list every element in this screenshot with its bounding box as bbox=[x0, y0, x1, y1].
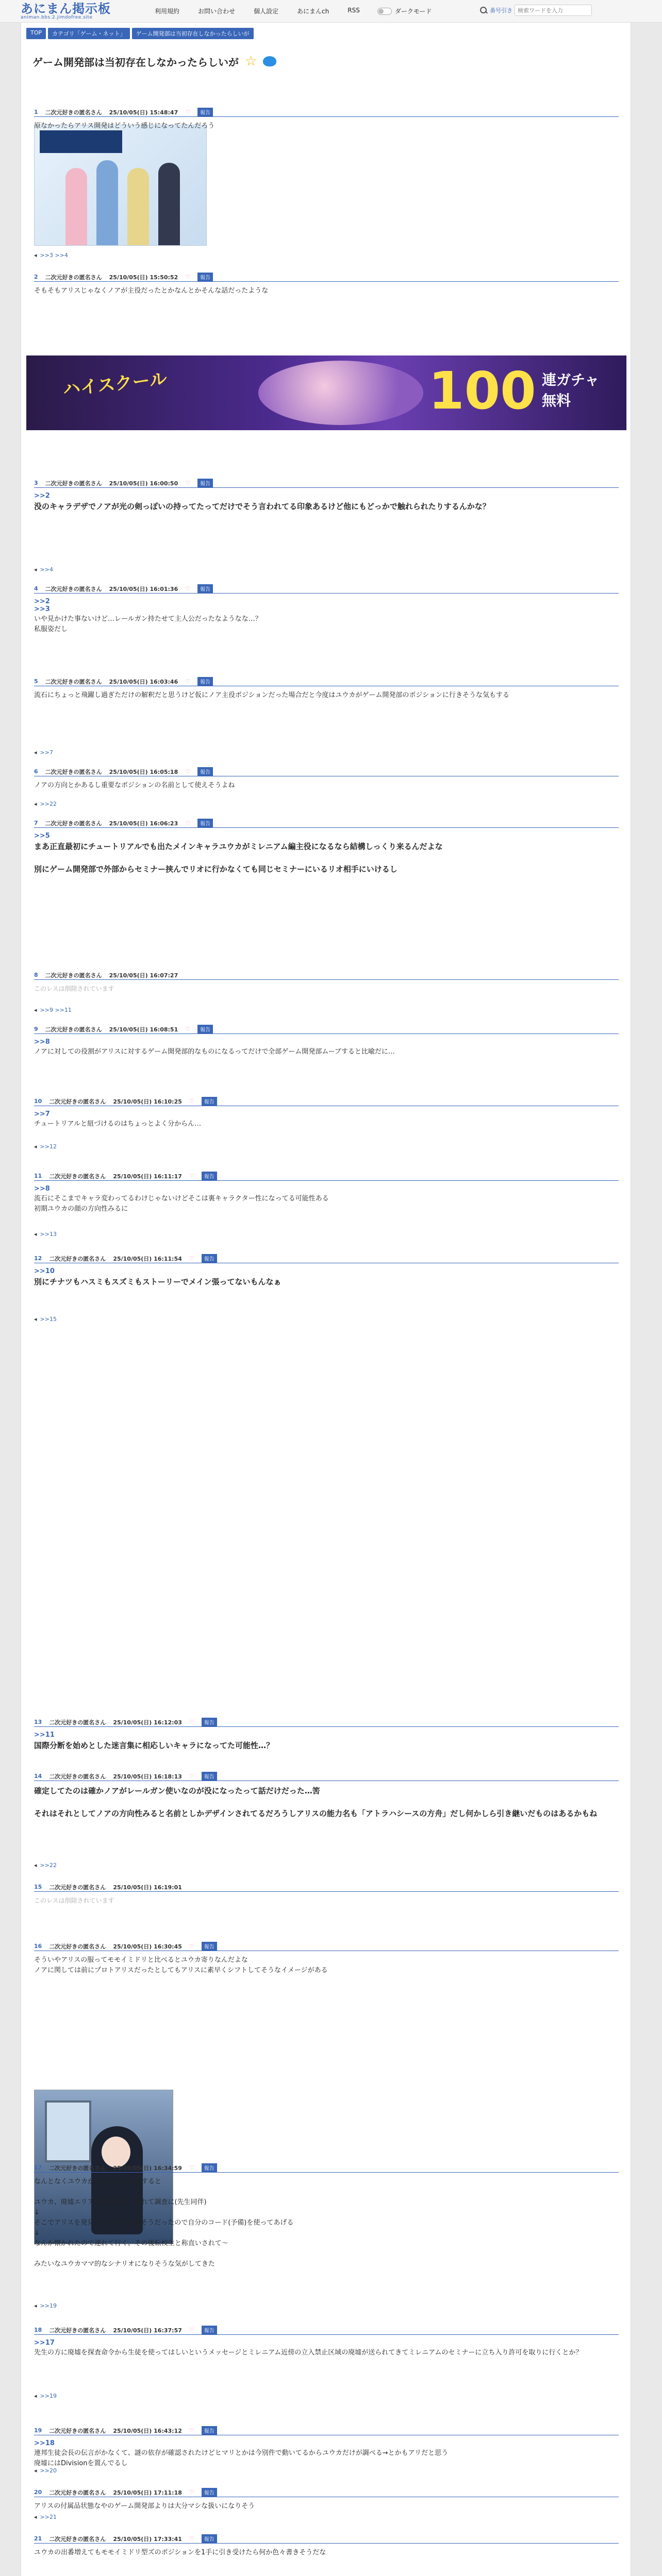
post-header bbox=[34, 2426, 619, 2435]
report-button[interactable]: 報告 bbox=[202, 2326, 217, 2334]
report-button[interactable]: 報告 bbox=[197, 767, 213, 776]
heart-icon[interactable]: ♡ bbox=[185, 768, 191, 775]
heart-icon[interactable]: ♡ bbox=[189, 2164, 194, 2171]
twitter-icon[interactable] bbox=[263, 56, 276, 66]
post bbox=[34, 584, 619, 635]
post-date: 25/10/05(日) 16:37:57 bbox=[113, 2327, 182, 2334]
post bbox=[34, 677, 619, 701]
report-button[interactable]: 報告 bbox=[202, 2426, 217, 2435]
post-body: アリスの付属品状態なやのゲーム開発部よりは大分マシな扱いになりそう bbox=[34, 2502, 255, 2510]
heart-icon[interactable]: ♡ bbox=[189, 1255, 194, 1262]
post bbox=[34, 819, 619, 875]
poster-name: 二次元好きの匿名さん bbox=[49, 2535, 106, 2543]
post-header bbox=[34, 971, 619, 980]
post-date: 25/10/05(日) 16:05:18 bbox=[109, 768, 178, 775]
post-body: 国際分断を始めとした迷言集に相応しいキャラになってた可能性…？ bbox=[34, 1741, 274, 1750]
reply-links[interactable]: ◂ >>12 bbox=[34, 1143, 57, 1150]
image-window bbox=[45, 2100, 91, 2162]
report-button[interactable]: 報告 bbox=[202, 1772, 217, 1781]
post-number[interactable]: 16 bbox=[34, 1943, 42, 1950]
poster-name: 二次元好きの匿名さん bbox=[45, 274, 102, 281]
breadcrumb-category[interactable]: カテゴリ「ゲーム・ネット」 bbox=[48, 28, 130, 39]
ad-right-text: 連ガチャ 無料 bbox=[542, 371, 600, 409]
poster-name: 二次元好きの匿名さん bbox=[49, 2327, 106, 2334]
poster-name: 二次元好きの匿名さん bbox=[45, 1026, 102, 1033]
post-header bbox=[34, 584, 619, 594]
banner-ad[interactable] bbox=[26, 355, 626, 430]
heart-icon[interactable]: ♡ bbox=[189, 1943, 194, 1950]
reply-links[interactable]: ◂ >>4 bbox=[34, 566, 53, 573]
post-number[interactable]: 20 bbox=[34, 2489, 42, 2496]
post-body: ノアに対しての役割がアリスに対するゲーム開発部的なものになるってだけで全部ゲーム開発部ムーブすると比喩だに… bbox=[34, 1048, 395, 1056]
search-input[interactable] bbox=[515, 5, 592, 16]
post-date: 25/10/05(日) 16:30:45 bbox=[113, 1943, 182, 1950]
post-date: 25/10/05(日) 15:48:47 bbox=[109, 109, 178, 116]
dark-mode-toggle[interactable] bbox=[377, 7, 432, 15]
search-label[interactable]: 番号引き bbox=[490, 7, 512, 14]
post-header bbox=[34, 2534, 619, 2544]
report-button[interactable]: 報告 bbox=[197, 108, 213, 116]
reply-links[interactable]: ◂ >>22 bbox=[34, 1862, 57, 1869]
reply-anchor[interactable]: >>2 bbox=[34, 492, 50, 500]
deleted-notice: このレスは削除されています bbox=[34, 1897, 114, 1904]
post-number[interactable]: 13 bbox=[34, 1719, 42, 1725]
post bbox=[34, 1172, 619, 1214]
report-button[interactable]: 報告 bbox=[197, 273, 213, 281]
post-number[interactable]: 12 bbox=[34, 1255, 42, 1262]
post-date: 25/10/05(日) 16:11:17 bbox=[113, 1173, 182, 1180]
heart-icon[interactable]: ♡ bbox=[185, 678, 191, 685]
report-button[interactable]: 報告 bbox=[202, 1718, 217, 1726]
post bbox=[34, 971, 619, 993]
report-button[interactable]: 報告 bbox=[197, 819, 213, 827]
heart-icon[interactable]: ♡ bbox=[189, 2427, 194, 2434]
post-date: 25/10/05(日) 16:08:51 bbox=[109, 1026, 178, 1033]
post-body: 先生の方に廃墟を探査命令から生徒を使ってはしいというメッセージとミレニアム近傍の立入禁止区域の廃墟が送られてきてミレニアムのセミナーに立ち入り許可を取りに行くとか？ bbox=[34, 2349, 583, 2357]
post-date: 25/10/05(日) 16:12:03 bbox=[113, 1719, 182, 1726]
star-icon[interactable]: ☆ bbox=[245, 54, 257, 69]
post-header bbox=[34, 2326, 619, 2335]
nav-animanch[interactable]: あにまんch bbox=[297, 8, 329, 15]
poster-name: 二次元好きの匿名さん bbox=[49, 1173, 106, 1180]
post bbox=[34, 2163, 619, 2269]
reply-anchor[interactable]: >>10 bbox=[34, 1267, 55, 1275]
post-number[interactable]: 17 bbox=[34, 2164, 42, 2171]
post bbox=[34, 2326, 619, 2358]
poster-name: 二次元好きの匿名さん bbox=[49, 1773, 106, 1780]
post-number[interactable]: 5 bbox=[34, 678, 38, 685]
heart-icon[interactable]: ♡ bbox=[185, 109, 191, 115]
report-button[interactable]: 報告 bbox=[197, 584, 213, 593]
heart-icon[interactable]: ♡ bbox=[189, 2327, 194, 2333]
post-header bbox=[34, 1883, 619, 1892]
post-number[interactable]: 14 bbox=[34, 1773, 42, 1780]
character-figure bbox=[96, 160, 118, 245]
poster-name: 二次元好きの匿名さん bbox=[49, 1719, 106, 1726]
post-date: 25/10/05(日) 16:06:23 bbox=[109, 820, 178, 827]
post-number[interactable]: 1 bbox=[34, 109, 38, 115]
poster-name: 二次元好きの匿名さん bbox=[45, 585, 102, 592]
poster-name: 二次元好きの匿名さん bbox=[45, 972, 102, 979]
post bbox=[34, 479, 619, 512]
reply-anchor[interactable]: >>7 bbox=[34, 1110, 50, 1118]
post-date: 25/10/05(日) 16:34:59 bbox=[113, 2164, 182, 2172]
poster-name: 二次元好きの匿名さん bbox=[49, 1255, 106, 1262]
post-body: そういやアリスの服ってモモイミドリと比べるとユウカ寄りなんだよな ノアに関しては前にプロトアリスだったとしてもアリスに素早くシフトしてそうなイメージがある bbox=[34, 1956, 328, 1974]
post bbox=[34, 1718, 619, 1751]
image-character-face bbox=[102, 2137, 130, 2167]
post-date: 25/10/05(日) 16:03:46 bbox=[109, 678, 178, 685]
reply-links[interactable]: ◂ >>20 bbox=[34, 2467, 57, 2474]
post-header bbox=[34, 1172, 619, 1181]
post-body: 連邦生徒会長の伝言がかなくて、謎の依存が確認されたけどヒマリとかは今別件で動いてるからユウカだけが調べる→とかもアリだと思う 廃墟にはDivisionを置んでるし bbox=[34, 2449, 449, 2467]
reply-anchor[interactable]: >>11 bbox=[34, 1731, 55, 1739]
post bbox=[34, 108, 619, 131]
post-date: 25/10/05(日) 16:11:54 bbox=[113, 1255, 182, 1262]
deleted-notice: このレスは削除されています bbox=[34, 985, 114, 992]
report-button[interactable]: 報告 bbox=[197, 1025, 213, 1033]
breadcrumb-thread[interactable]: ゲーム開発部は当初存在しなかったらしいが bbox=[132, 28, 254, 39]
poster-name: 二次元好きの匿名さん bbox=[45, 678, 102, 685]
post-header bbox=[34, 273, 619, 282]
reply-links[interactable]: ◂ >>9 >>11 bbox=[34, 1007, 72, 1013]
nav-rss[interactable]: RSS bbox=[347, 7, 360, 14]
poster-name: 二次元好きの匿名さん bbox=[49, 2427, 106, 2434]
post-date: 25/10/05(日) 16:01:36 bbox=[109, 585, 178, 592]
image-header-graphic bbox=[40, 130, 122, 153]
poster-name: 二次元好きの匿名さん bbox=[45, 109, 102, 116]
post bbox=[34, 273, 619, 296]
reply-links[interactable]: ◂ >>15 bbox=[34, 1316, 57, 1323]
heart-icon[interactable]: ♡ bbox=[189, 1773, 194, 1780]
post-date: 25/10/05(日) 16:00:50 bbox=[109, 480, 178, 487]
post-number[interactable]: 9 bbox=[34, 1026, 38, 1032]
post-body: チュートリアルと紐づけるのはちょっとよく分からん… bbox=[34, 1120, 202, 1128]
report-button[interactable]: 報告 bbox=[197, 677, 213, 686]
post-body: 没のキャラデザでノアが光の剣っぽいの持ってたってだけでそう言われてる印象あるけど他にもどっかで触れられたりするんかな？ bbox=[34, 502, 490, 511]
post bbox=[34, 2488, 619, 2512]
poster-name: 二次元好きの匿名さん bbox=[45, 768, 102, 775]
report-button[interactable]: 報告 bbox=[202, 1942, 217, 1951]
post-date: 25/10/05(日) 16:10:25 bbox=[113, 1098, 182, 1105]
breadcrumb bbox=[26, 28, 254, 39]
post-body: そもそもアリスじゃなくノアが主役だったとかなんとかそんな話だったような bbox=[34, 287, 269, 295]
post-header bbox=[34, 1254, 619, 1263]
heart-icon[interactable]: ♡ bbox=[189, 1173, 194, 1179]
post-header bbox=[34, 1097, 619, 1106]
post-date: 25/10/05(日) 16:18:13 bbox=[113, 1773, 182, 1780]
post-date: 25/10/05(日) 17:33:41 bbox=[113, 2535, 182, 2543]
post-image-1[interactable] bbox=[34, 125, 207, 246]
post bbox=[34, 1772, 619, 1819]
logo-text: あにまん掲示板 bbox=[21, 1, 111, 16]
post-number[interactable]: 7 bbox=[34, 820, 38, 826]
post-number[interactable]: 4 bbox=[34, 585, 38, 592]
site-logo[interactable] bbox=[21, 1, 119, 22]
reply-links[interactable]: ◂ >>13 bbox=[34, 1231, 57, 1238]
heart-icon[interactable]: ♡ bbox=[189, 1098, 194, 1105]
post-date: 25/10/05(日) 17:11:18 bbox=[113, 2489, 182, 2496]
poster-name: 二次元好きの匿名さん bbox=[45, 480, 102, 487]
post-number[interactable]: 21 bbox=[34, 2535, 42, 2542]
heart-icon[interactable]: ♡ bbox=[185, 1026, 191, 1032]
heart-icon[interactable]: ♡ bbox=[185, 585, 191, 592]
report-button[interactable]: 報告 bbox=[202, 1172, 217, 1180]
ad-big-number: 100 bbox=[428, 361, 536, 421]
heart-icon[interactable]: ♡ bbox=[185, 820, 191, 826]
post-number[interactable]: 15 bbox=[34, 1884, 42, 1890]
post-body: まあ正直最初にチュートリアルでも出たメインキャラユウカがミレニアム編主役になるなら結構しっくり来るんだよな 別にゲーム開発部で外部からセミナー挟んでリオに行かなくても同じセミナーにいるリオ相手にいけるし bbox=[34, 842, 443, 874]
post-number[interactable]: 11 bbox=[34, 1173, 42, 1179]
post-body: 別にチナツもハスミもスズミもストーリーでメイン張ってないもんなぁ bbox=[34, 1277, 282, 1286]
reply-links[interactable]: ◂ >>22 bbox=[34, 801, 57, 807]
post bbox=[34, 1025, 619, 1057]
post-header bbox=[34, 479, 619, 488]
post-header bbox=[34, 1718, 619, 1727]
poster-name: 二次元好きの匿名さん bbox=[49, 1884, 106, 1891]
post-date: 25/10/05(日) 15:50:52 bbox=[109, 274, 178, 281]
post-number[interactable]: 19 bbox=[34, 2427, 42, 2434]
poster-name: 二次元好きの匿名さん bbox=[49, 2164, 106, 2172]
post bbox=[34, 1942, 619, 1976]
toggle-switch[interactable] bbox=[377, 8, 392, 15]
post-body: 流石にちょっと飛躍し過ぎただけの解釈だと思うけど仮にノア主役ポジションだった場合だと今度はユウカがゲーム開発部のポジションに行きそうな気もする bbox=[34, 691, 509, 699]
post-number[interactable]: 3 bbox=[34, 480, 38, 486]
nav-settings[interactable]: 個人設定 bbox=[254, 8, 279, 15]
post-body: なんとなくユウカが主人公だと仮定すると ユウカ、廃墟エリアの調査を命じられて調査に(先生同伴) ↓ そこでアリスを発見、見た目的に幕そうだったので自分のコード(予備)を使ってあげる ↓ なんか懐かれたので連れて行く、その後転校生と称直いされて〜 みたいなユウカママ的なシナリオになりそうな気がしてきた bbox=[34, 2178, 294, 2268]
reply-links[interactable]: ◂ >>7 bbox=[34, 749, 53, 756]
post-body: 原なかったらアリス開発はどういう感じになってたんだろう bbox=[34, 122, 215, 130]
post-header bbox=[34, 2163, 619, 2173]
nav-contact[interactable]: お問い合わせ bbox=[198, 8, 236, 15]
poster-name: 二次元好きの匿名さん bbox=[49, 1943, 106, 1950]
reply-anchor[interactable]: >>17 bbox=[34, 2339, 55, 2347]
poster-name: 二次元好きの匿名さん bbox=[45, 820, 102, 827]
post-header bbox=[34, 108, 619, 117]
report-button[interactable]: 報告 bbox=[202, 2534, 217, 2543]
reply-anchor[interactable]: >>5 bbox=[34, 832, 50, 840]
post-number[interactable]: 10 bbox=[34, 1098, 42, 1105]
post-header bbox=[34, 677, 619, 686]
heart-icon[interactable]: ♡ bbox=[189, 2535, 194, 2542]
post-body: ユウカの出番増えてもモモイミドリ型ズのポジションを1手に引き受けたら何か色々書きそうだな bbox=[34, 2549, 326, 2556]
report-button[interactable]: 報告 bbox=[202, 1097, 217, 1106]
report-button[interactable]: 報告 bbox=[202, 2488, 217, 2497]
top-nav bbox=[155, 7, 360, 15]
post-number[interactable]: 2 bbox=[34, 274, 38, 280]
heart-icon[interactable]: ♡ bbox=[189, 1719, 194, 1725]
post-header bbox=[34, 1025, 619, 1034]
post-header bbox=[34, 1772, 619, 1781]
post bbox=[34, 1254, 619, 1287]
top-bar bbox=[0, 0, 662, 23]
post bbox=[34, 1097, 619, 1129]
post-date: 25/10/05(日) 16:43:12 bbox=[113, 2427, 182, 2434]
post bbox=[34, 2534, 619, 2558]
ad-left-text: ハイスクール bbox=[61, 368, 168, 400]
reply-anchor[interactable]: >>8 bbox=[34, 1185, 50, 1193]
reply-links[interactable]: ◂ >>21 bbox=[34, 2514, 57, 2520]
main-content bbox=[21, 23, 631, 2576]
post-number[interactable]: 6 bbox=[34, 768, 38, 775]
poster-name: 二次元好きの匿名さん bbox=[49, 2489, 106, 2496]
reply-anchor[interactable]: >>18 bbox=[34, 2439, 55, 2447]
poster-name: 二次元好きの匿名さん bbox=[49, 1098, 106, 1105]
reply-anchor[interactable]: >>2 >>3 bbox=[34, 598, 50, 613]
post-body: いや見かけた事ないけど…レールガン持たせて主人公だったなようなな…？ 私服姿だし bbox=[34, 615, 262, 633]
character-figure bbox=[127, 168, 149, 245]
reply-anchor[interactable]: >>8 bbox=[34, 1038, 50, 1046]
report-button[interactable]: 報告 bbox=[202, 1254, 217, 1263]
search-area bbox=[479, 5, 592, 16]
post-date: 25/10/05(日) 16:07:27 bbox=[109, 972, 178, 979]
post-header bbox=[34, 819, 619, 828]
reply-links[interactable]: ◂ >>19 bbox=[34, 2393, 57, 2399]
post-header bbox=[34, 1942, 619, 1951]
post-number[interactable]: 18 bbox=[34, 2327, 42, 2333]
post bbox=[34, 2426, 619, 2469]
nav-terms[interactable]: 利用規約 bbox=[155, 8, 180, 15]
heart-icon[interactable]: ♡ bbox=[189, 2489, 194, 2496]
thread-title bbox=[32, 54, 276, 69]
post-number[interactable]: 8 bbox=[34, 972, 38, 978]
post-body: ノアの方向とかあるし重要なポジションの名前として使えそうよね bbox=[34, 782, 235, 789]
logo-subtext: animan.bbs.2.jimdofree.site bbox=[21, 14, 93, 20]
post-header bbox=[34, 2488, 619, 2497]
post bbox=[34, 1883, 619, 1905]
character-figure bbox=[158, 163, 180, 245]
report-button[interactable]: 報告 bbox=[202, 2163, 217, 2172]
search-icon[interactable] bbox=[479, 6, 488, 14]
heart-icon[interactable]: ♡ bbox=[185, 274, 191, 280]
reply-links[interactable]: ◂ >>19 bbox=[34, 2302, 57, 2309]
heart-icon[interactable]: ♡ bbox=[185, 480, 191, 486]
post-date: 25/10/05(日) 16:19:01 bbox=[113, 1884, 182, 1891]
dark-mode-label: ダークモード bbox=[394, 8, 432, 15]
post bbox=[34, 767, 619, 791]
post-body: 流石にそこまでキャラ変わってるわけじゃないけどそこは裏キャラクター性になってる可能性ある 初期ユウカの顔の方向性みるに bbox=[34, 1195, 329, 1213]
report-button[interactable]: 報告 bbox=[197, 479, 213, 487]
post-header bbox=[34, 767, 619, 776]
character-figure bbox=[65, 168, 87, 245]
ad-character-art bbox=[258, 361, 423, 425]
breadcrumb-top[interactable]: TOP bbox=[26, 28, 46, 39]
reply-links[interactable]: ◂ >>3 >>4 bbox=[34, 252, 68, 259]
post-body: 確定してたのは確かノアがレールガン使いなのが没になったって話だけだった…筈 それはそれとしてノアの方向性みると名前としかデザインされてるだろうしアリスの能力名も「アトラハシースの方舟」だし何かしら引き継いだものはあるかもね bbox=[34, 1786, 598, 1818]
thread-title-text: ゲーム開発部は当初存在しなかったらしいが bbox=[32, 56, 239, 69]
